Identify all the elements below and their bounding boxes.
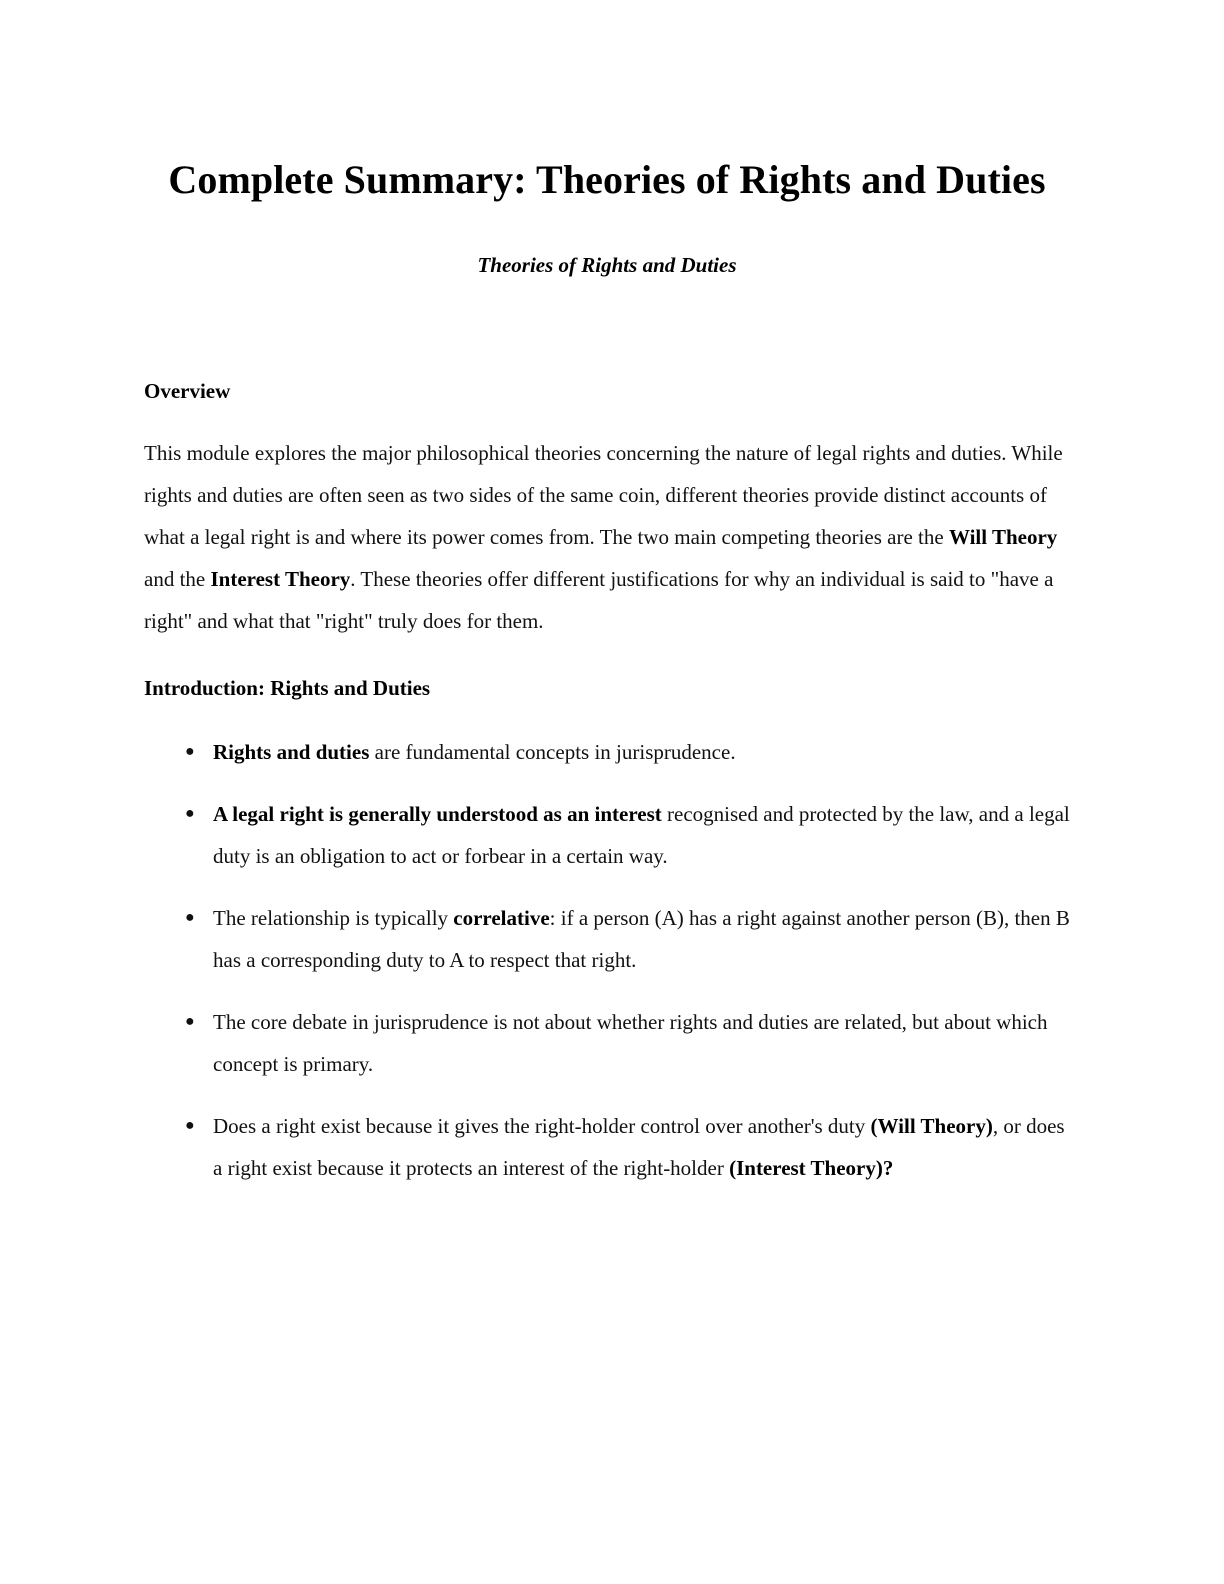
list-item-text [213, 731, 1070, 773]
emphasis-text: Interest Theory [210, 567, 351, 591]
emphasis-text: (Will Theory) [870, 1114, 993, 1138]
bullet-point-icon: ● [185, 1117, 195, 1134]
list-item-text [213, 793, 1070, 877]
plain-text: The relationship is typically [213, 906, 454, 930]
list-item [144, 731, 1070, 773]
bullet-point-icon: ● [185, 805, 195, 822]
emphasis-text: correlative [453, 906, 550, 930]
bullet-point-icon: ● [185, 743, 195, 760]
section-heading-introduction: Introduction: Rights and Duties [144, 676, 431, 700]
list-item [144, 793, 1070, 877]
plain-text: . These theories offer different justifications for why an individual is said to "have a right" and what that "right" truly does for them. [144, 567, 1054, 633]
list-item [144, 1105, 1070, 1189]
document-subtitle: Theories of Rights and Duties [477, 253, 737, 277]
list-item-text [213, 1105, 1070, 1189]
introduction-bullet-list [144, 709, 1070, 1189]
plain-text: are fundamental concepts in jurisprudence. [369, 740, 736, 764]
plain-text: Does a right exist because it gives the right-holder control over another's duty [213, 1114, 871, 1138]
bullet-point-icon: ● [185, 1013, 195, 1030]
emphasis-text: Rights and duties [213, 740, 370, 764]
page-title: Complete Summary: Theories of Rights and Duties [168, 157, 1046, 202]
list-item-text [213, 897, 1070, 981]
plain-text: This module explores the major philosophical theories concerning the nature of legal rights and duties. While rights and duties are often seen as two sides of the same coin, different theories provide distinct accounts of what a legal right is and where its power comes from. The two main competing theories are the [144, 441, 1063, 549]
list-item [144, 1001, 1070, 1085]
plain-text: recognised and protected by the law, and a legal duty is an obligation to act or forbear in a certain way. [213, 802, 1070, 868]
section-heading-overview: Overview [144, 379, 231, 403]
plain-text: The core debate in jurisprudence is not about whether rights and duties are related, but about which concept is primary. [213, 1010, 1048, 1076]
plain-text: and the [144, 567, 211, 591]
overview-paragraph [144, 412, 1070, 642]
emphasis-text: (Interest Theory)? [729, 1156, 894, 1180]
document-content [144, 0, 1070, 1189]
list-item [144, 897, 1070, 981]
bullet-point-icon: ● [185, 909, 195, 926]
emphasis-text: A legal right is generally understood as an interest [213, 802, 662, 826]
plain-text: : if a person (A) has a right against another person (B), then B has a corresponding duty to A to respect that right. [213, 906, 1070, 972]
plain-text: , or does a right exist because it protects an interest of the right-holder [213, 1114, 1065, 1180]
emphasis-text: Will Theory [948, 525, 1058, 549]
list-item-text [213, 1001, 1070, 1085]
